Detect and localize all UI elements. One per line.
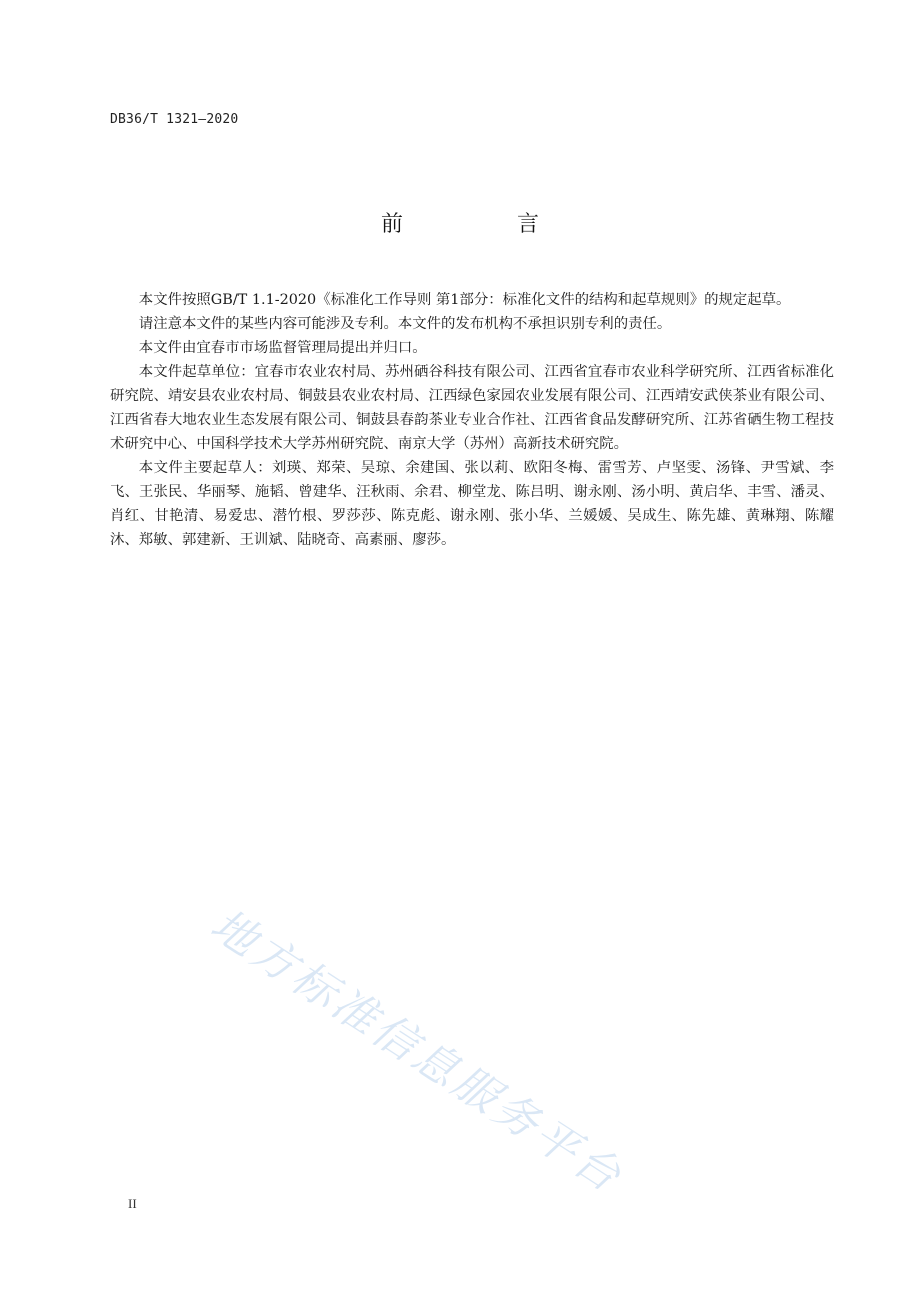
paragraph-proposer: 本文件由宜春市市场监督管理局提出并归口。 bbox=[138, 340, 427, 356]
paragraph-patent-notice: 请注意本文件的某些内容可能涉及专利。本文件的发布机构不承担识别专利的责任。 bbox=[138, 316, 672, 332]
document-body bbox=[110, 288, 834, 552]
watermark: 地方标准信息服务平台 bbox=[201, 899, 632, 1204]
paragraph-drafters: 本文件主要起草人：刘瑛、郑荣、吴琼、余建国、张以莉、欧阳冬梅、雷雪芳、卢坚雯、汤锋、尹雪斌、李飞、王张民、华丽琴、施韬、曾建华、汪秋雨、余君、柳堂龙、陈吕明、谢永刚、汤小明、黄启华、丰雪、潘灵、肖红、甘艳清、易爱忠、潜竹根、罗莎莎、陈克彪、谢永刚、张小华、兰媛媛、吴成生、陈先雄、黄琳翔、陈耀沐、郑敏、郭建新、王训斌、陆晓奇、高素丽、廖莎。 bbox=[110, 460, 834, 548]
page-number: II bbox=[128, 1196, 137, 1211]
paragraph-drafting-units: 本文件起草单位：宜春市农业农村局、苏州硒谷科技有限公司、江西省宜春市农业科学研究所、江西省标准化研究院、靖安县农业农村局、铜鼓县农业农村局、江西绿色家园农业发展有限公司、江西靖安武侠茶业有限公司、江西省春大地农业生态发展有限公司、铜鼓县春韵茶业专业合作社、江西省食品发酵研究所、江苏省硒生物工程技术研究中心、中国科学技术大学苏州研究院、南京大学（苏州）高新技术研究院。 bbox=[110, 364, 834, 452]
paragraph-drafting-rules: 本文件按照GB/T 1.1-2020《标准化工作导则 第1部分：标准化文件的结构和起草规则》的规定起草。 bbox=[138, 292, 791, 308]
page-title: 前 言 bbox=[380, 212, 585, 237]
document-code: DB36/T 1321—2020 bbox=[110, 112, 239, 127]
